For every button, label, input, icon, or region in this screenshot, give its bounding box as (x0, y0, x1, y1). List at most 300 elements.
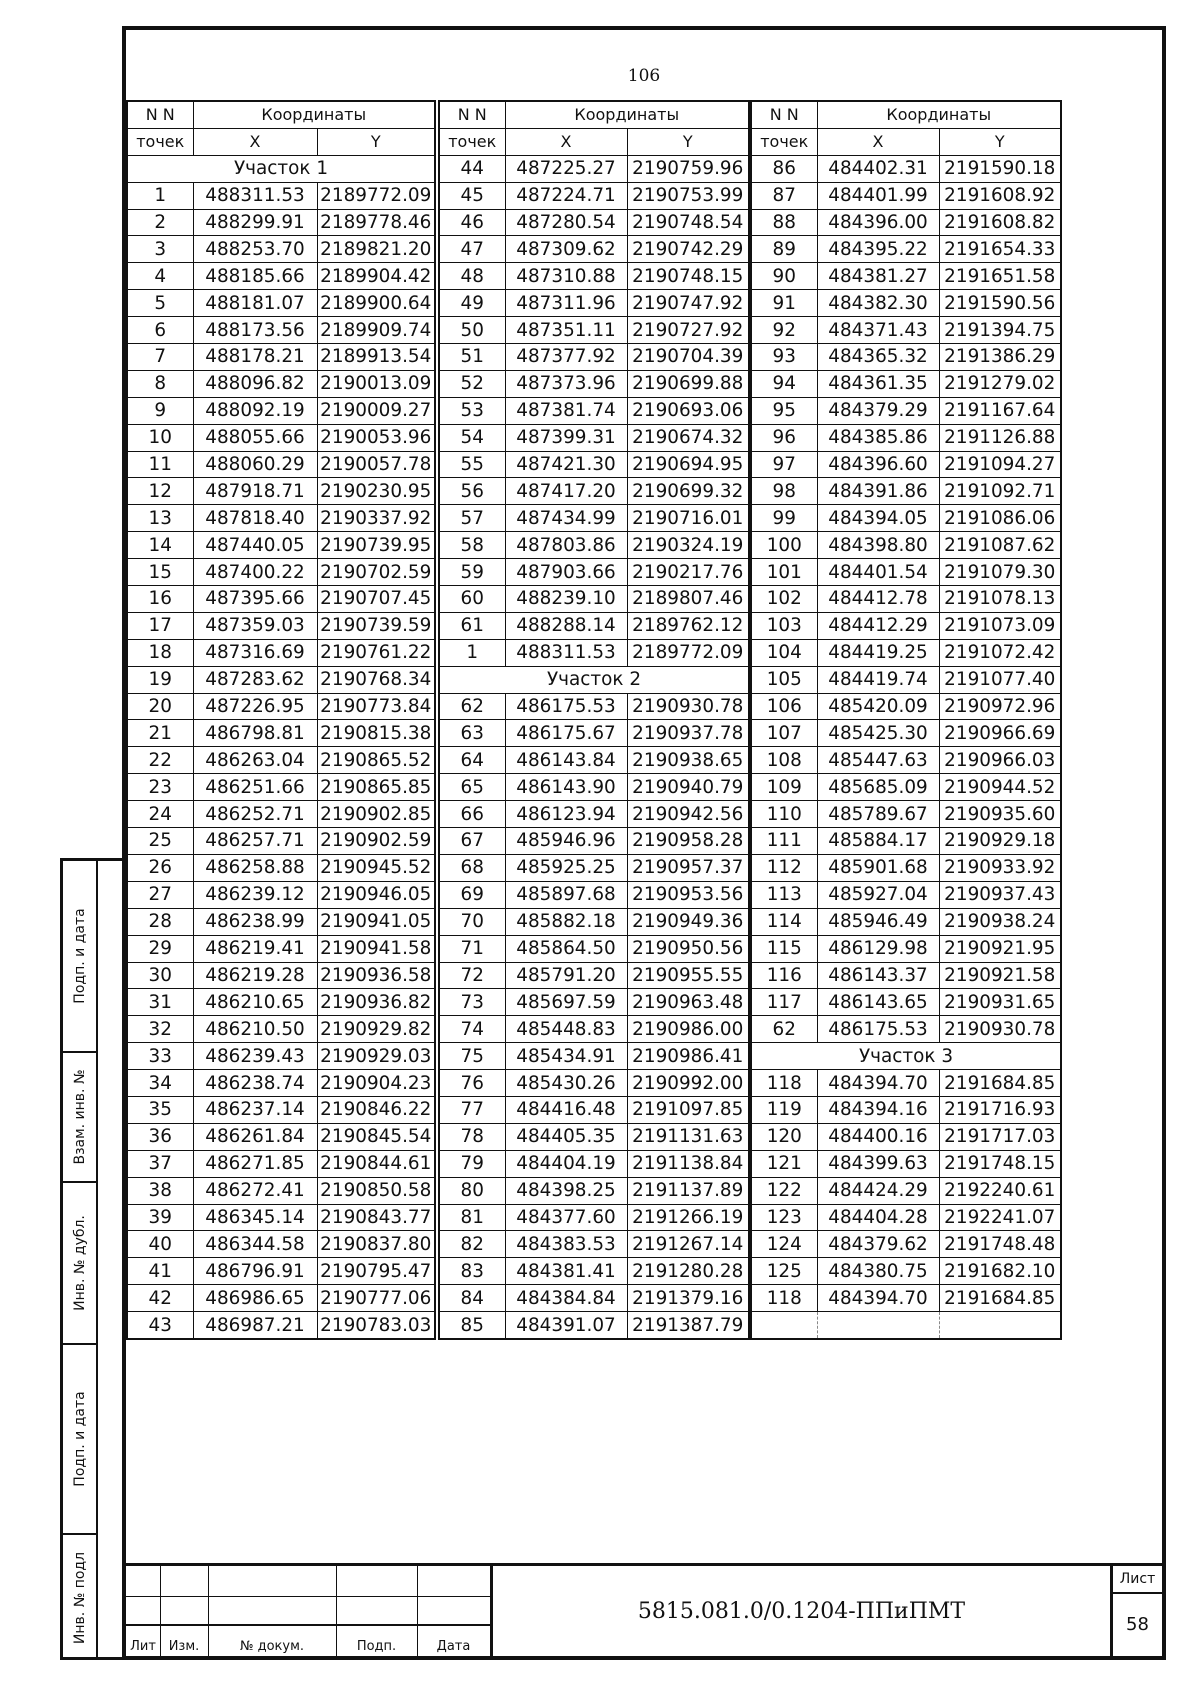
table-row (751, 747, 1061, 774)
point-number: 40 (127, 1231, 193, 1258)
coord-y: 2191137.89 (627, 1177, 749, 1204)
coord-y: 2190929.03 (317, 1043, 435, 1070)
coord-y: 2190699.88 (627, 370, 749, 397)
coordinates-table (438, 100, 750, 1340)
coord-x: 488178.21 (193, 344, 317, 371)
coord-x: 487224.71 (505, 182, 627, 209)
coord-x: 484371.43 (817, 317, 939, 344)
page-number: 106 (627, 66, 661, 86)
stamp-cell: Подп. и дата (63, 861, 96, 1053)
point-number: 7 (127, 344, 193, 371)
coord-x: 484404.19 (505, 1150, 627, 1177)
point-number: 33 (127, 1043, 193, 1070)
point-number: 70 (439, 908, 505, 935)
header-coordinates: Координаты (193, 101, 435, 128)
coord-x: 484394.16 (817, 1096, 939, 1123)
coord-y: 2190902.59 (317, 828, 435, 855)
coord-y: 2190707.45 (317, 586, 435, 613)
point-number: 90 (751, 263, 817, 290)
coord-y: 2190773.84 (317, 693, 435, 720)
coordinates-table (126, 100, 436, 1340)
coord-x: 484394.70 (817, 1070, 939, 1097)
coord-y: 2191267.14 (627, 1231, 749, 1258)
sheet-box (1110, 1566, 1162, 1656)
coord-y: 2191078.13 (939, 586, 1061, 613)
point-number: 120 (751, 1123, 817, 1150)
header-points: точек (439, 128, 505, 155)
coord-x: 486238.74 (193, 1070, 317, 1097)
point-number: 29 (127, 935, 193, 962)
coord-x: 486257.71 (193, 828, 317, 855)
coord-x: 485901.68 (817, 854, 939, 881)
point-number: 113 (751, 881, 817, 908)
coord-y: 2190931.65 (939, 989, 1061, 1016)
table-row (439, 854, 749, 881)
coord-x: 484399.63 (817, 1150, 939, 1177)
coord-x: 487400.22 (193, 559, 317, 586)
label-date: Дата (436, 1639, 471, 1654)
coord-y: 2191086.06 (939, 505, 1061, 532)
table-row (127, 1016, 435, 1043)
point-number: 60 (439, 586, 505, 613)
coord-y: 2190768.34 (317, 666, 435, 693)
table-row (439, 747, 749, 774)
table-row (751, 1096, 1061, 1123)
coord-y: 2191748.15 (939, 1150, 1061, 1177)
table-row (127, 1285, 435, 1312)
table-row (127, 424, 435, 451)
point-number: 45 (439, 182, 505, 209)
table-row (751, 155, 1061, 182)
table-row (439, 451, 749, 478)
coord-x: 485447.63 (817, 747, 939, 774)
point-number: 87 (751, 182, 817, 209)
coord-y: 2190921.95 (939, 935, 1061, 962)
table-row (751, 505, 1061, 532)
point-number: 76 (439, 1070, 505, 1097)
table-row (127, 612, 435, 639)
point-number: 86 (751, 155, 817, 182)
coord-y: 2190747.92 (627, 290, 749, 317)
table-row (439, 397, 749, 424)
point-number: 32 (127, 1016, 193, 1043)
table-row (751, 1016, 1061, 1043)
table-row (439, 1231, 749, 1258)
coord-x: 484381.27 (817, 263, 939, 290)
coord-x: 488239.10 (505, 586, 627, 613)
point-number: 49 (439, 290, 505, 317)
document-code: 5815.081.0/0.1204-ППиПМТ (637, 1598, 966, 1624)
table-row (127, 1123, 435, 1150)
coord-y: 2191590.56 (939, 290, 1061, 317)
coord-x: 486123.94 (505, 801, 627, 828)
point-number: 27 (127, 881, 193, 908)
coord-y: 2189913.54 (317, 344, 435, 371)
coord-y: 2190986.00 (627, 1016, 749, 1043)
coord-x: 488181.07 (193, 290, 317, 317)
point-number: 10 (127, 424, 193, 451)
coord-y: 2190674.32 (627, 424, 749, 451)
table-row (439, 1096, 749, 1123)
point-number: 111 (751, 828, 817, 855)
coord-x: 487395.66 (193, 586, 317, 613)
coord-x: 484384.84 (505, 1285, 627, 1312)
table-row (751, 236, 1061, 263)
coord-y: 2190337.92 (317, 505, 435, 532)
table-row (751, 1285, 1061, 1312)
coord-y: 2190009.27 (317, 397, 435, 424)
coord-y: 2191073.09 (939, 612, 1061, 639)
table-row (127, 532, 435, 559)
point-number: 4 (127, 263, 193, 290)
point-number: 35 (127, 1096, 193, 1123)
point-number: 44 (439, 155, 505, 182)
point-number: 50 (439, 317, 505, 344)
coord-y: 2191266.19 (627, 1204, 749, 1231)
point-number: 122 (751, 1177, 817, 1204)
coord-x: 488185.66 (193, 263, 317, 290)
table-row (439, 1285, 749, 1312)
coord-y: 2190940.79 (627, 774, 749, 801)
table-row (127, 828, 435, 855)
coord-y: 2191684.85 (939, 1070, 1061, 1097)
coord-x: 485425.30 (817, 720, 939, 747)
table-row (751, 263, 1061, 290)
label-signature: Подп. (356, 1639, 397, 1654)
table-row (439, 1070, 749, 1097)
stamp-cell: Взам. инв. № (63, 1053, 96, 1183)
table-row (751, 774, 1061, 801)
coord-y: 2191280.28 (627, 1258, 749, 1285)
coord-x: 486175.53 (505, 693, 627, 720)
table-row (751, 935, 1061, 962)
coord-y: 2189821.20 (317, 236, 435, 263)
coord-x: 484419.25 (817, 639, 939, 666)
table-row (127, 962, 435, 989)
sheet-label: Лист (1113, 1566, 1162, 1594)
table-row (751, 989, 1061, 1016)
table-row (751, 854, 1061, 881)
table-row (439, 801, 749, 828)
coord-y: 2191608.82 (939, 209, 1061, 236)
coord-y: 2192241.07 (939, 1204, 1061, 1231)
coord-x: 484394.70 (817, 1285, 939, 1312)
coord-x: 486258.88 (193, 854, 317, 881)
point-number: 119 (751, 1096, 817, 1123)
point-number: 94 (751, 370, 817, 397)
coord-x: 487399.31 (505, 424, 627, 451)
table-row (439, 505, 749, 532)
table-row (439, 155, 749, 182)
coord-x: 486263.04 (193, 747, 317, 774)
point-number: 109 (751, 774, 817, 801)
coord-x: 484394.05 (817, 505, 939, 532)
point-number: 48 (439, 263, 505, 290)
point-number: 79 (439, 1150, 505, 1177)
coord-y: 2191077.40 (939, 666, 1061, 693)
coord-y: 2190324.19 (627, 532, 749, 559)
coord-x: 486143.84 (505, 747, 627, 774)
coord-y: 2190217.76 (627, 559, 749, 586)
coord-x: 487359.03 (193, 612, 317, 639)
coord-x: 484377.60 (505, 1204, 627, 1231)
coord-y: 2191651.58 (939, 263, 1061, 290)
coord-y: 2190843.77 (317, 1204, 435, 1231)
point-number: 2 (127, 209, 193, 236)
table-row (127, 1096, 435, 1123)
point-number: 23 (127, 774, 193, 801)
coord-y: 2190938.24 (939, 908, 1061, 935)
coord-x: 484404.28 (817, 1204, 939, 1231)
coord-y: 2191379.16 (627, 1285, 749, 1312)
point-number: 69 (439, 881, 505, 908)
coord-x: 486237.14 (193, 1096, 317, 1123)
coord-x: 484380.75 (817, 1258, 939, 1285)
coord-y: 2189900.64 (317, 290, 435, 317)
section-title: Участок 2 (439, 666, 749, 693)
coord-x: 486798.81 (193, 720, 317, 747)
coord-x: 486251.66 (193, 774, 317, 801)
coord-y: 2191126.88 (939, 424, 1061, 451)
table-row (751, 962, 1061, 989)
table-row (439, 935, 749, 962)
table-row (127, 478, 435, 505)
margin-stamp (60, 858, 122, 1660)
point-number: 121 (751, 1150, 817, 1177)
table-row (127, 290, 435, 317)
point-number: 64 (439, 747, 505, 774)
point-number: 22 (127, 747, 193, 774)
table-row (439, 1177, 749, 1204)
point-number: 100 (751, 532, 817, 559)
coord-x: 488288.14 (505, 612, 627, 639)
table-row (439, 209, 749, 236)
coord-x: 486175.67 (505, 720, 627, 747)
coord-y: 2191386.29 (939, 344, 1061, 371)
coord-y: 2190933.92 (939, 854, 1061, 881)
coord-y: 2190957.37 (627, 854, 749, 881)
coord-x: 487316.69 (193, 639, 317, 666)
coord-x: 486143.90 (505, 774, 627, 801)
coord-y: 2190761.22 (317, 639, 435, 666)
table-row (439, 424, 749, 451)
point-number: 55 (439, 451, 505, 478)
point-number: 114 (751, 908, 817, 935)
header-points: точек (127, 128, 193, 155)
point-number: 14 (127, 532, 193, 559)
coord-y: 2190739.59 (317, 612, 435, 639)
header-x: X (817, 128, 939, 155)
coord-y: 2190748.54 (627, 209, 749, 236)
label-doc-num: № докум. (239, 1639, 305, 1654)
point-number: 103 (751, 612, 817, 639)
coord-x: 486239.43 (193, 1043, 317, 1070)
point-number: 36 (127, 1123, 193, 1150)
table-row (127, 1150, 435, 1177)
coord-x: 484391.86 (817, 478, 939, 505)
coord-y: 2190949.36 (627, 908, 749, 935)
coord-x: 484412.78 (817, 586, 939, 613)
table-row (439, 586, 749, 613)
table-row (439, 774, 749, 801)
coord-x: 485882.18 (505, 908, 627, 935)
coord-y: 2190936.58 (317, 962, 435, 989)
coord-x: 487803.86 (505, 532, 627, 559)
point-number: 73 (439, 989, 505, 1016)
coord-x: 487381.74 (505, 397, 627, 424)
coord-x: 488060.29 (193, 451, 317, 478)
point-number: 115 (751, 935, 817, 962)
coord-x: 484396.00 (817, 209, 939, 236)
table-row (127, 182, 435, 209)
coord-x: 488055.66 (193, 424, 317, 451)
table-row (127, 693, 435, 720)
coord-x (817, 1312, 939, 1339)
point-number: 105 (751, 666, 817, 693)
coord-x: 487309.62 (505, 236, 627, 263)
point-number: 24 (127, 801, 193, 828)
table-row (751, 290, 1061, 317)
coord-y: 2189772.09 (627, 639, 749, 666)
point-number: 82 (439, 1231, 505, 1258)
coord-y: 2190950.56 (627, 935, 749, 962)
coord-y: 2190694.95 (627, 451, 749, 478)
point-number: 98 (751, 478, 817, 505)
header-nn: N N (127, 101, 193, 128)
table-row (439, 639, 749, 666)
table-row (751, 1177, 1061, 1204)
table-row (751, 612, 1061, 639)
coord-y: 2190693.06 (627, 397, 749, 424)
coord-x: 486210.50 (193, 1016, 317, 1043)
table-row (439, 962, 749, 989)
coord-y: 2190742.29 (627, 236, 749, 263)
table-row (751, 693, 1061, 720)
table-row (751, 720, 1061, 747)
revision-grid (126, 1566, 493, 1656)
table-row (751, 639, 1061, 666)
coord-y: 2190963.48 (627, 989, 749, 1016)
coord-y: 2189909.74 (317, 317, 435, 344)
point-number: 99 (751, 505, 817, 532)
coord-y: 2189762.12 (627, 612, 749, 639)
point-number: 15 (127, 559, 193, 586)
coord-x: 487226.95 (193, 693, 317, 720)
coord-y: 2190865.52 (317, 747, 435, 774)
coord-x: 484383.53 (505, 1231, 627, 1258)
coord-y: 2190837.80 (317, 1231, 435, 1258)
coord-y: 2191654.33 (939, 236, 1061, 263)
point-number: 56 (439, 478, 505, 505)
coord-x: 485897.68 (505, 881, 627, 908)
table-row (439, 989, 749, 1016)
table-row (127, 774, 435, 801)
coord-y: 2191717.03 (939, 1123, 1061, 1150)
table-row (751, 828, 1061, 855)
coord-x: 485946.49 (817, 908, 939, 935)
label-lit: Лит (130, 1639, 156, 1654)
table-row (751, 478, 1061, 505)
coord-x: 484398.25 (505, 1177, 627, 1204)
point-number: 83 (439, 1258, 505, 1285)
coord-x: 484424.29 (817, 1177, 939, 1204)
point-number: 112 (751, 854, 817, 881)
coord-x: 484402.31 (817, 155, 939, 182)
table-row (127, 1231, 435, 1258)
sheet-number: 58 (1126, 1613, 1149, 1635)
point-number: 54 (439, 424, 505, 451)
coord-x: 487903.66 (505, 559, 627, 586)
point-number: 118 (751, 1070, 817, 1097)
coord-x: 488311.53 (193, 182, 317, 209)
coord-y: 2191138.84 (627, 1150, 749, 1177)
point-number: 104 (751, 639, 817, 666)
table-row (751, 344, 1061, 371)
point-number: 62 (439, 693, 505, 720)
point-number: 53 (439, 397, 505, 424)
point-number: 66 (439, 801, 505, 828)
point-number: 106 (751, 693, 817, 720)
table-row (127, 881, 435, 908)
point-number: 13 (127, 505, 193, 532)
coord-y: 2191684.85 (939, 1285, 1061, 1312)
coord-y: 2190941.05 (317, 908, 435, 935)
point-number: 62 (751, 1016, 817, 1043)
coord-x: 488092.19 (193, 397, 317, 424)
table-row (439, 370, 749, 397)
point-number: 72 (439, 962, 505, 989)
table-row (127, 908, 435, 935)
point-number: 92 (751, 317, 817, 344)
table-row (751, 317, 1061, 344)
table-row (751, 586, 1061, 613)
coord-y: 2190942.56 (627, 801, 749, 828)
coord-y: 2189904.42 (317, 263, 435, 290)
table-row (439, 290, 749, 317)
coord-x: 484382.30 (817, 290, 939, 317)
coord-y: 2190966.69 (939, 720, 1061, 747)
coord-x: 486271.85 (193, 1150, 317, 1177)
coord-x: 487283.62 (193, 666, 317, 693)
point-number: 123 (751, 1204, 817, 1231)
point-number: 74 (439, 1016, 505, 1043)
coord-y: 2190945.52 (317, 854, 435, 881)
point-number: 71 (439, 935, 505, 962)
table-row (439, 1043, 749, 1070)
table-row (439, 693, 749, 720)
coord-y: 2190930.78 (627, 693, 749, 720)
table-row (439, 236, 749, 263)
header-y: Y (939, 128, 1061, 155)
point-number: 37 (127, 1150, 193, 1177)
table-row (751, 881, 1061, 908)
point-number: 43 (127, 1312, 193, 1339)
coord-x: 485434.91 (505, 1043, 627, 1070)
coord-x: 486796.91 (193, 1258, 317, 1285)
coord-y: 2190057.78 (317, 451, 435, 478)
section-title: Участок 1 (127, 155, 435, 182)
point-number: 59 (439, 559, 505, 586)
table-row (127, 1258, 435, 1285)
coord-x: 485697.59 (505, 989, 627, 1016)
coord-x: 487417.20 (505, 478, 627, 505)
coord-y: 2190795.47 (317, 1258, 435, 1285)
point-number: 110 (751, 801, 817, 828)
coord-y: 2190992.00 (627, 1070, 749, 1097)
table-row (127, 236, 435, 263)
table-row (751, 397, 1061, 424)
coord-y: 2190972.96 (939, 693, 1061, 720)
